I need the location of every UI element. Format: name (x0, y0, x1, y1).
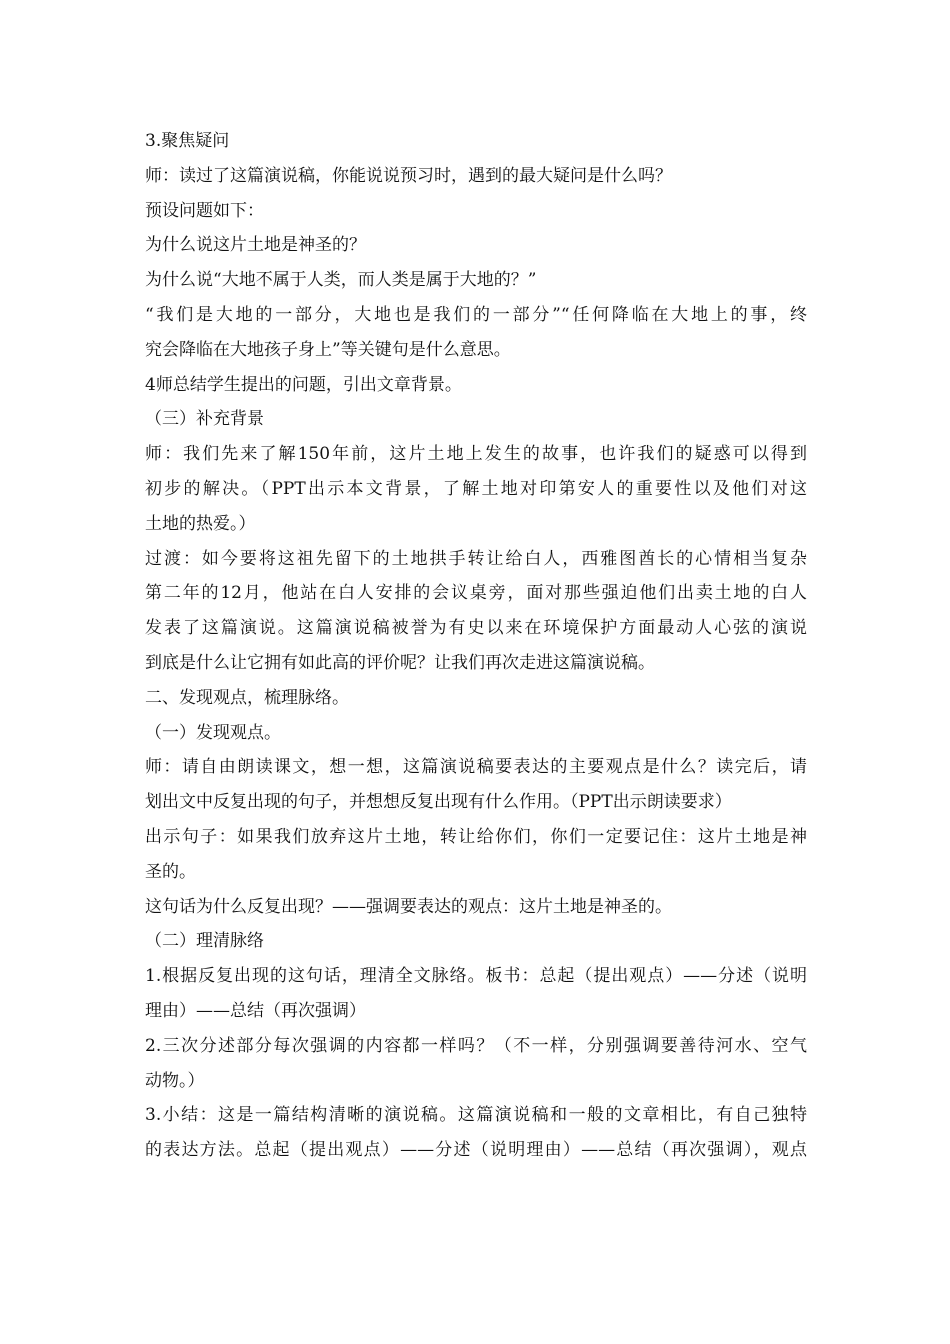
transition-paragraph (145, 542, 807, 681)
question-paragraph (145, 228, 807, 263)
heading-section-two (145, 681, 807, 716)
text-line: “我们是大地的一部分，大地也是我们的一部分”“任何降临在大地上的事，终 (145, 304, 807, 325)
text-line: 圣的。 (145, 861, 196, 882)
conclusion-paragraph (145, 1098, 807, 1168)
question-paragraph (145, 263, 807, 298)
text-line: 3.聚焦疑问 (145, 131, 230, 151)
text-line: （二）理清脉络 (145, 931, 264, 952)
text-line: 土地的热爱。） (145, 513, 256, 534)
document-body (145, 124, 807, 1168)
preset-questions-label (145, 194, 807, 229)
text-line: 为什么说这片土地是神圣的？ (145, 235, 366, 256)
text-line: 的表达方法。总起（提出观点）——分述（说明理由）——总结（再次强调），观点 (145, 1140, 807, 1161)
text-line: 出示句子：如果我们放弃这片土地，转让给你们，你们一定要记住：这片土地是神 (145, 826, 807, 847)
text-line: 到底是什么让它拥有如此高的评价呢？让我们再次走进这篇演说稿。 (145, 652, 655, 673)
text-line: 初步的解决。（PPT出示本文背景，了解土地对印第安人的重要性以及他们对这 (145, 478, 807, 499)
text-line: 预设问题如下： (145, 200, 264, 221)
text-line: 动物。） (145, 1070, 205, 1091)
text-line: 这句话为什么反复出现？——强调要表达的观点：这片土地是神圣的。 (145, 896, 672, 917)
text-line: 师：我们先来了解150年前，这片土地上发生的故事，也许我们的疑惑可以得到 (145, 444, 807, 465)
text-line: 师：读过了这篇演说稿，你能说说预习时，遇到的最大疑问是什么吗？ (145, 165, 672, 186)
text-line: 二、发现观点，梳理脉络。 (145, 687, 349, 708)
text-line: 4师总结学生提出的问题，引出文章背景。 (145, 374, 462, 395)
text-line: 发表了这篇演说。这篇演说稿被誉为有史以来在环境保护方面最动人心弦的演说 (145, 618, 807, 639)
text-line: 第二年的12月，他站在白人安排的会议桌旁，面对那些强迫他们出卖土地的白人 (145, 583, 807, 604)
text-line: （一）发现观点。 (145, 722, 281, 743)
text-line: （三）补充背景 (145, 409, 264, 430)
background-paragraph (145, 437, 807, 541)
teacher-summary-paragraph (145, 368, 807, 403)
reading-instruction-paragraph (145, 750, 807, 820)
structure-paragraph (145, 959, 807, 1029)
heading-background (145, 402, 807, 437)
key-sentences-paragraph (145, 298, 807, 368)
repetition-explanation-paragraph (145, 890, 807, 925)
text-line: 划出文中反复出现的句子，并想想反复出现有什么作用。（PPT出示朗读要求） (145, 792, 732, 813)
text-line: 究会降临在大地孩子身上”等关键句是什么意思。 (145, 339, 511, 360)
heading-discover-viewpoint (145, 716, 807, 751)
emphasis-question-paragraph (145, 1029, 807, 1099)
heading-focus-questions (145, 124, 807, 159)
teacher-question-paragraph (145, 159, 807, 194)
text-line: 师：请自由朗读课文，想一想，这篇演说稿要表达的主要观点是什么？读完后，请 (145, 757, 807, 778)
heading-clarify-structure (145, 924, 807, 959)
text-line: 理由）——总结（再次强调） (145, 1000, 366, 1021)
text-line: 过渡：如今要将这祖先留下的土地拱手转让给白人，西雅图酋长的心情相当复杂 (145, 548, 807, 569)
text-line: 为什么说“大地不属于人类，而人类是属于大地的？” (145, 270, 537, 291)
text-line: 1.根据反复出现的这句话，理清全文脉络。板书：总起（提出观点）——分述（说明 (145, 966, 807, 987)
text-line: 2.三次分述部分每次强调的内容都一样吗？（不一样，分别强调要善待河水、空气 (145, 1035, 807, 1056)
text-line: 3.小结：这是一篇结构清晰的演说稿。这篇演说稿和一般的文章相比，有自己独特 (145, 1105, 807, 1126)
sentence-display-paragraph (145, 820, 807, 890)
